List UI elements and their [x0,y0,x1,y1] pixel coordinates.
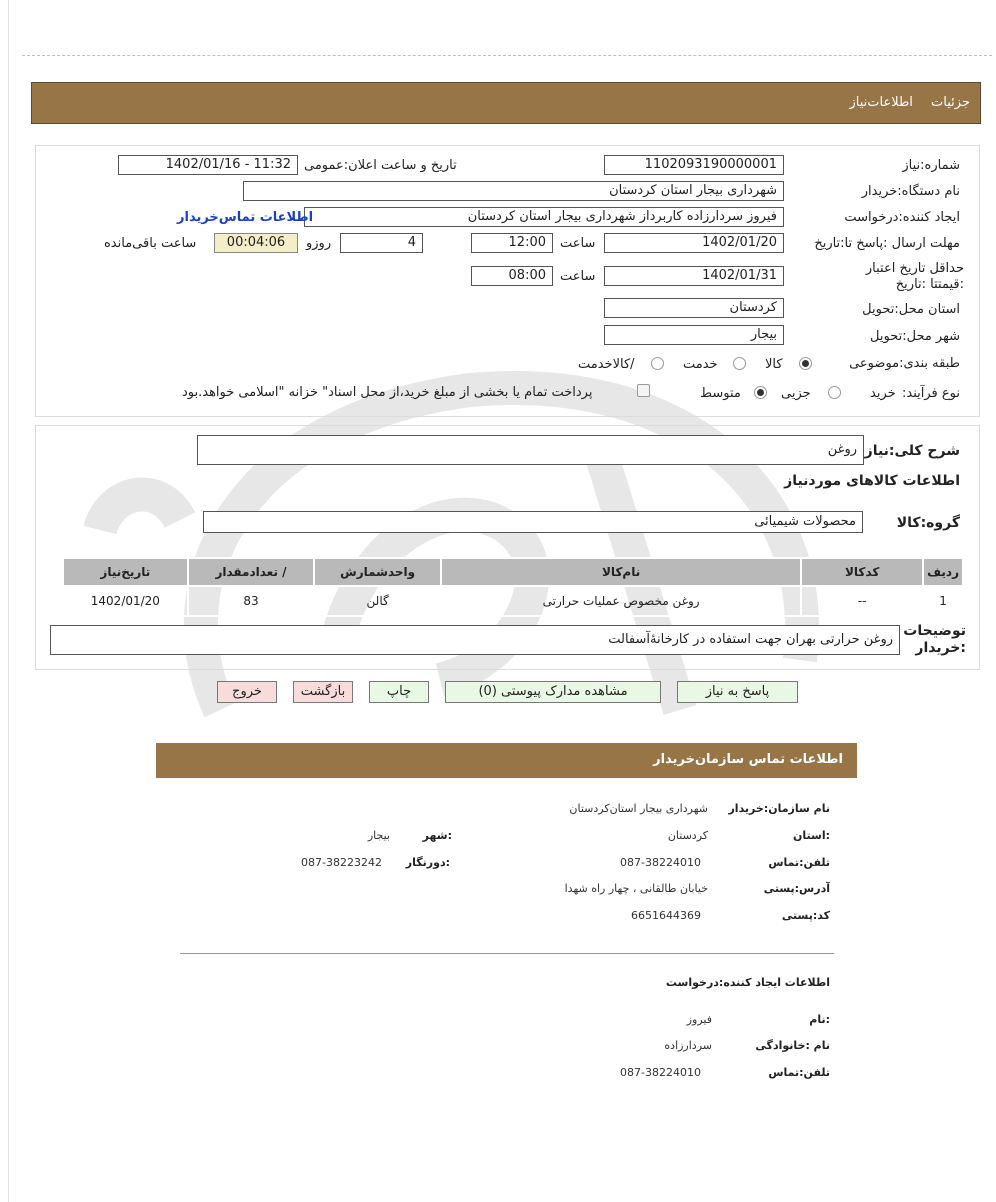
category-radio-goods-service[interactable] [651,357,664,370]
process-radio-minor[interactable] [828,386,841,399]
deadline-time-field: 12:00 [471,233,553,253]
buyer-contact-bar [156,743,857,778]
need-number-field: 1102093190000001 [604,155,784,175]
creator-field: فیروز سردارزاده کاربرداز شهرداری بیجار استان کردستان [304,207,784,227]
general-desc-label: شرح کلی:نیاز [864,443,960,459]
table-row [63,586,963,616]
category-radio-service[interactable] [733,357,746,370]
contact-phone-label: تلفن:تماس [768,856,830,869]
treasury-checkbox[interactable] [637,384,650,397]
process-buy-label: خرید [870,386,896,401]
city-field: بیجار [604,325,784,345]
tab-need-info[interactable]: اطلاعات‌نیاز [849,95,913,110]
deadline-date-field: 1402/01/20 [604,233,784,253]
treasury-note: پرداخت تمام یا بخشی از مبلغ خرید،از محل اسناد" خزانه "اسلامی خواهد.بود [182,385,593,400]
contact-address-value: خیابان طالقانی ، چهار راه شهدا [564,882,708,895]
table-header-row [63,558,963,586]
buyer-notes-field: روغن حرارتی بهران جهت استفاده در کارخانۀآسفالت [50,625,900,655]
validity-time-label: ساعت [560,269,596,284]
buyer-contact-title: اطلاعات تماس سازمان‌خریدار [653,752,843,767]
creator-name-value: فیروز [686,1013,712,1026]
contact-address-label: آدرس:پستی [763,882,830,895]
process-radio-medium[interactable] [754,386,767,399]
days-field: 4 [340,233,423,253]
creator-name-label: :نام [809,1013,830,1026]
creator-family-value: سردارزاده [664,1039,712,1052]
category-goods-service-label: /کالاخدمت [578,357,635,372]
category-goods-label: کالا [765,357,783,372]
deadline-time-label: ساعت [560,236,596,251]
validity-date-field: 1402/01/31 [604,266,784,286]
cell-row: 1 [923,586,963,616]
announce-label: تاریخ و ساعت اعلان:عمومی [304,158,457,173]
org-name-label: نام سازمان:خریدار [728,802,830,815]
col-unit: واحدشمارش [314,558,441,586]
view-docs-button[interactable]: مشاهده مدارک پیوستی (0) [445,681,661,703]
process-minor-label: جزیی [781,386,811,401]
creator-family-label: نام :خانوادگی [755,1039,830,1052]
contact-postal-label: کد:پستی [781,909,830,922]
goods-table [62,557,964,617]
left-edge-line [8,0,9,1202]
buyer-org-field: شهرداری بیجار استان کردستان [243,181,784,201]
buyer-org-label: نام دستگاه:خریدار [861,184,960,199]
cell-unit: گالن [314,586,441,616]
announce-field: 1402/01/16 - 11:32 [118,155,298,175]
contact-city-value: بیجار [367,829,390,842]
need-number-label: شماره:نیاز [902,158,960,173]
exit-button[interactable]: خروج [217,681,277,703]
col-qty: / تعدادمقدار [188,558,314,586]
contact-province-value: کردستان [667,829,708,842]
contact-fax-value: 087-38223242 [301,856,382,869]
creator-phone-value: 087-38224010 [620,1066,701,1079]
print-button[interactable]: چاپ [369,681,429,703]
cell-code: -- [801,586,923,616]
col-date: تاریخ‌نیاز [63,558,188,586]
category-radio-goods[interactable] [799,357,812,370]
col-row: ردیف [923,558,963,586]
cell-name: روغن مخصوص عملیات حرارتی [441,586,801,616]
category-label: طبقه بندی:موضوعی [849,356,960,371]
creator-label: ایجاد کننده:درخواست [844,210,960,225]
process-label: نوع فرآیند: [902,386,960,401]
contact-separator [180,953,834,954]
buyer-notes-label: توضیحات :خریدار [903,623,966,656]
back-button[interactable]: بازگشت [293,681,353,703]
general-desc-field: روغن [197,435,864,465]
reply-button[interactable]: پاسخ به نیاز [677,681,798,703]
tab-details[interactable]: جزئیات [931,95,970,110]
remaining-time-field: 00:04:06 [214,233,298,253]
validity-label: حداقل تاریخ اعتبار :قیمتتا :تاریخ [865,261,964,292]
province-label: استان محل:تحویل [862,302,960,317]
top-divider [22,55,992,56]
category-service-label: خدمت [683,357,718,372]
deadline-label: مهلت ارسال :پاسخ تا:تاریخ [814,236,960,251]
cell-qty: 83 [188,586,314,616]
province-field: کردستان [604,298,784,318]
days-label: روزو [306,236,332,251]
cell-date: 1402/01/20 [63,586,188,616]
contact-province-label: :استان [793,829,830,842]
contact-postal-value: 6651644369 [631,909,701,922]
goods-info-title: اطلاعات کالاهای موردنیاز [784,473,960,489]
validity-time-field: 08:00 [471,266,553,286]
remaining-label: ساعت باقی‌مانده [104,236,197,251]
contact-city-label: :شهر [422,829,452,842]
col-code: کدکالا [801,558,923,586]
goods-group-field: محصولات شیمیائی [203,511,863,533]
org-name-value: شهرداری بیجار استان‌کردستان [569,802,708,815]
page-header [31,82,981,124]
contact-phone-value: 087-38224010 [620,856,701,869]
col-name: نام‌کالا [441,558,801,586]
creator-phone-label: تلفن:تماس [768,1066,830,1079]
contact-fax-label: :دورنگار [405,856,450,869]
creator-info-title: اطلاعات ایجاد کننده:درخواست [665,976,830,989]
process-medium-label: متوسط [700,386,741,401]
buyer-contact-link[interactable]: اطلاعات تماس‌خریدار [177,210,314,225]
city-label: شهر محل:تحویل [870,329,960,344]
goods-group-label: گروه:کالا [896,515,960,531]
